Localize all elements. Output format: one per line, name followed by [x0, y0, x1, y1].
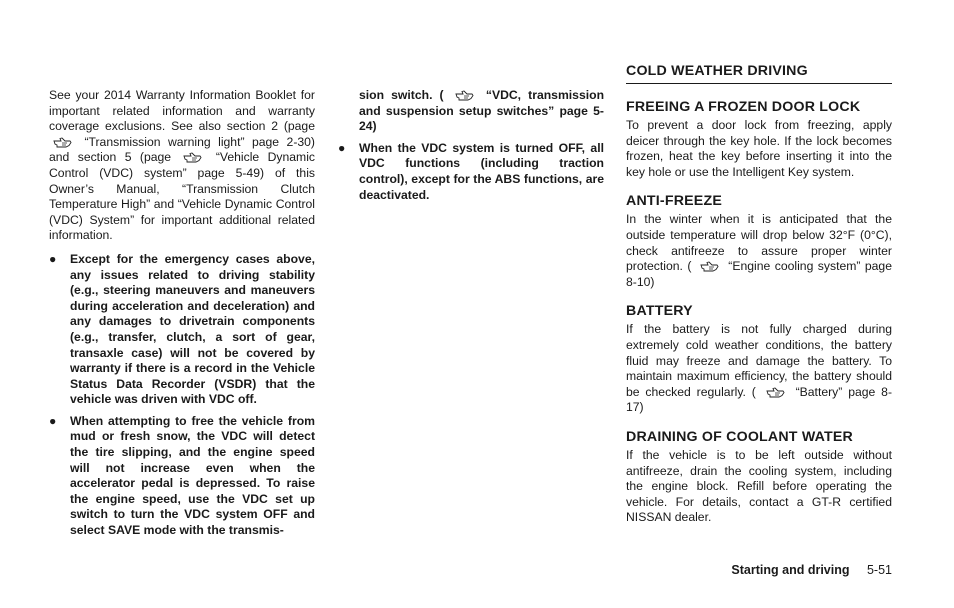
left-column	[49, 88, 315, 539]
section-coolant	[626, 428, 892, 526]
middle-column	[338, 88, 604, 203]
bullet-mud-snow-text: When attempting to free the vehicle from mud or fresh snow, the VDC will detect the tire slipping, and the engine speed will not increase even when the accelerator pedal is depressed. To raise the engine speed, use the VDC set up switch to turn the VDC system OFF and select SAVE mode with the transmis-	[70, 413, 315, 538]
intro-text-a: See your 2014 Warranty Information Booklet for important related information and warranty coverage exclusions. See also section 2 (page	[49, 88, 315, 134]
paragraph-anti-freeze	[626, 212, 892, 290]
bullet-marker: ●	[49, 251, 57, 266]
heading-battery: BATTERY	[626, 303, 693, 320]
section-battery	[626, 302, 892, 416]
pointing-hand-reference-icon	[455, 89, 475, 101]
continued-text-a: sion switch. (	[359, 88, 444, 102]
bullet-mud-snow	[49, 414, 315, 539]
paragraph-battery	[626, 322, 892, 416]
heading-coolant: DRAINING OF COOLANT WATER	[626, 428, 853, 445]
page-number: 5-51	[866, 563, 892, 577]
continued-text-b: “VDC, transmission and suspension setup switches” page 5-24)	[359, 88, 605, 134]
bullet-mud-snow-continued	[338, 88, 604, 135]
text-frozen-door-lock: To prevent a door lock from freezing, apply deicer through the key hole. If the lock becomes frozen, heat the key before inserting it into the key hole or use the Intelligent Key system.	[626, 118, 892, 179]
bullet-warranty	[49, 252, 315, 408]
text-battery-ref: “Battery” page 8-17)	[626, 384, 893, 415]
text-anti-freeze: In the winter when it is anticipated that the outside temperature will drop below 32°F (0°C), check antifreeze to assure proper winter protection. (	[626, 212, 892, 274]
section-anti-freeze	[626, 192, 892, 290]
intro-text-c: “Vehicle Dynamic Control (VDC) system” page 5-49) of this Owner’s Manual, “Transmission Clutch Temperature High” and “Vehicle Dynamic Control (VDC) System” for important additional related information.	[49, 150, 315, 243]
intro-paragraph	[49, 88, 315, 244]
bullet-marker: ●	[338, 140, 346, 155]
bullet-marker: ●	[49, 413, 57, 428]
right-column	[626, 62, 892, 526]
bullet-vdc-off-text: When the VDC system is turned OFF, all VDC functions (including traction control), except for the ABS functions, are deactivated.	[359, 140, 604, 202]
bullet-vdc-off	[338, 141, 604, 203]
pointing-hand-reference-icon	[183, 151, 203, 163]
page-footer	[731, 563, 892, 577]
pointing-hand-reference-icon	[53, 136, 73, 148]
section-title: COLD WEATHER DRIVING	[626, 62, 892, 84]
heading-anti-freeze: ANTI-FREEZE	[626, 193, 722, 210]
pointing-hand-reference-icon	[766, 386, 786, 398]
pointing-hand-reference-icon	[700, 260, 720, 272]
bullet-warranty-text: Except for the emergency cases above, any issues related to driving stability (e.g., steering maneuvers and maneuvers during acceleration and deceleration) and any damages to drivetrain components (e.g., transfer, clutch, a sort of gear, transaxle case) will not be covered by warranty if there is a record in the Vehicle Status Data Recorder (VSDR) that the vehicle was driven with VDC off.	[70, 251, 315, 407]
heading-frozen-door-lock: FREEING A FROZEN DOOR LOCK	[626, 99, 861, 115]
text-coolant: If the vehicle is to be left outside without antifreeze, drain the cooling system, including the engine block. Refill before operating the vehicle. For details, contact a GT-R certified NISSAN dealer.	[626, 447, 892, 525]
footer-chapter-label: Starting and driving	[731, 563, 850, 577]
text-anti-freeze-ref: “Engine cooling system” page 8-10)	[626, 259, 892, 289]
text-battery: If the battery is not fully charged during extremely cold weather conditions, the battery fluid may freeze and damage the battery. To maintain maximum efficiency, the battery should be checked regularly. (	[626, 322, 892, 399]
section-frozen-door-lock	[626, 98, 892, 180]
intro-text-b: “Transmission warning light” page 2-30) and section 5 (page	[49, 134, 315, 165]
